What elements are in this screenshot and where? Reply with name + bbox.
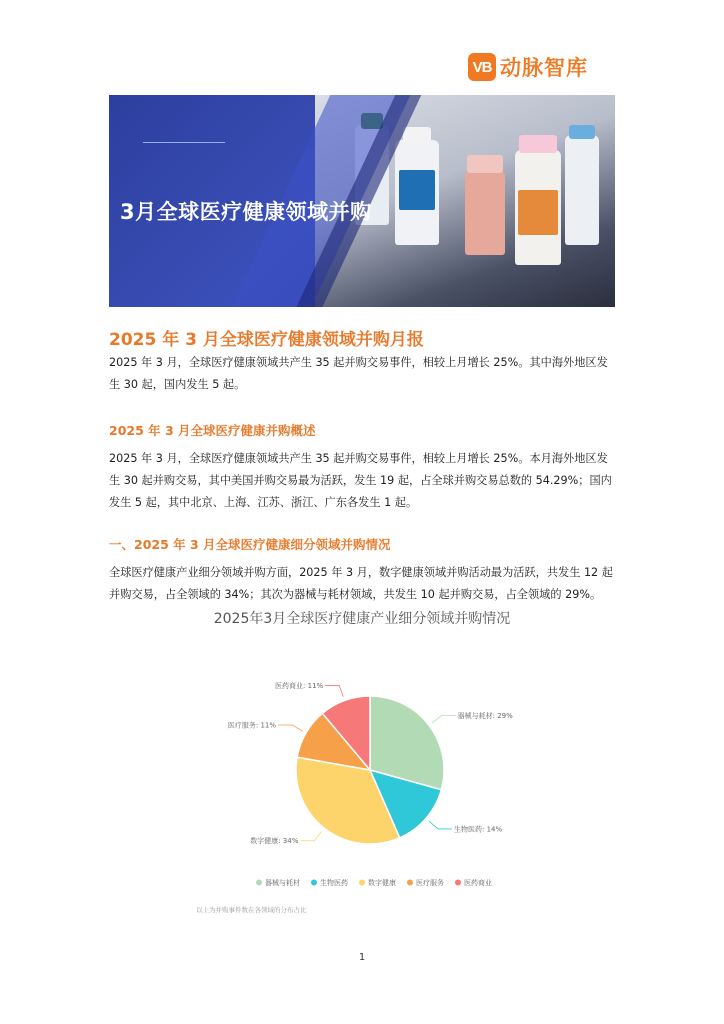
- section1-paragraph: 全球医疗健康产业细分领域并购方面，2025 年 3 月，数字健康领域并购活动最为活跃，共发生 12 起并购交易，占全领域的 34%；其次为器械与耗材领域，共发生 10 起并购交易，占全领域的 29%。: [109, 566, 613, 601]
- banner-title: 3月全球医疗健康领域并购: [120, 200, 372, 224]
- bottle-shape: [565, 135, 599, 245]
- page-number: 1: [358, 952, 366, 963]
- legend-label-1: 生物医药: [320, 879, 348, 887]
- bottle-shape: [465, 170, 505, 255]
- legend-label-0: 器械与耗材: [265, 879, 300, 887]
- bottle-cap-shape: [519, 135, 557, 153]
- pie-data-label-2: 数字健康: 34%: [250, 837, 299, 846]
- pie-leader-line-0: [432, 715, 456, 722]
- section1-heading: 一、2025 年 3 月全球医疗健康细分领域并购情况: [109, 537, 391, 552]
- legend-swatch-4: [455, 880, 461, 886]
- pie-data-label-1: 生物医药: 14%: [454, 825, 503, 834]
- bottle-label-shape: [399, 170, 435, 210]
- pie-leader-line-3: [278, 725, 302, 731]
- pie-data-label-3: 医疗服务: 11%: [227, 721, 277, 730]
- overview-paragraph: 2025 年 3 月，全球医疗健康领域共产生 35 起并购交易事件，相较上月增长 25%。本月海外地区发生 30 起并购交易，其中美国并购交易最为活跃，发生 19 起，占全球并购交易总数的 54.29%；国内发生 5 起，其中北京、上海、江苏、浙江、广东各发生 1 起。: [109, 452, 612, 509]
- pie-leader-line-1: [429, 821, 452, 829]
- bottle-cap-shape: [569, 125, 595, 139]
- pie-leader-line-2: [300, 831, 321, 840]
- pie-leader-line-4: [325, 685, 343, 696]
- pie-data-label-0: 器械与耗材: 29%: [457, 711, 513, 720]
- legend-swatch-1: [311, 880, 317, 886]
- chart-title: 2025年3月全球医疗健康产业细分领域并购情况: [213, 611, 511, 627]
- logo-badge-icon: VB: [468, 53, 496, 81]
- overview-heading: 2025 年 3 月全球医疗健康并购概述: [109, 423, 316, 438]
- chart-note: 以上为并购事件数在各领域的分布占比: [196, 906, 307, 914]
- brand-logo: [468, 52, 588, 82]
- legend-swatch-2: [359, 880, 365, 886]
- report-title: 2025 年 3 月全球医疗健康领域并购月报: [109, 330, 424, 350]
- legend-label-2: 数字健康: [368, 879, 396, 887]
- bottle-cap-shape: [403, 127, 431, 143]
- bottle-cap-shape: [467, 155, 503, 173]
- pie-chart: [109, 640, 615, 900]
- legend-swatch-3: [407, 880, 413, 886]
- bottle-label-shape: [518, 190, 558, 235]
- legend-label-3: 医疗服务: [416, 879, 444, 887]
- legend-label-4: 医药商业: [464, 879, 492, 887]
- pie-data-label-4: 医药商业: 11%: [275, 681, 324, 690]
- legend-swatch-0: [256, 880, 262, 886]
- logo-text: 动脉智库: [500, 56, 588, 80]
- banner-accent-line: [143, 142, 225, 143]
- intro-paragraph: 2025 年 3 月，全球医疗健康领域共产生 35 起并购交易事件，相较上月增长 25%。其中海外地区发生 30 起，国内发生 5 起。: [109, 356, 608, 391]
